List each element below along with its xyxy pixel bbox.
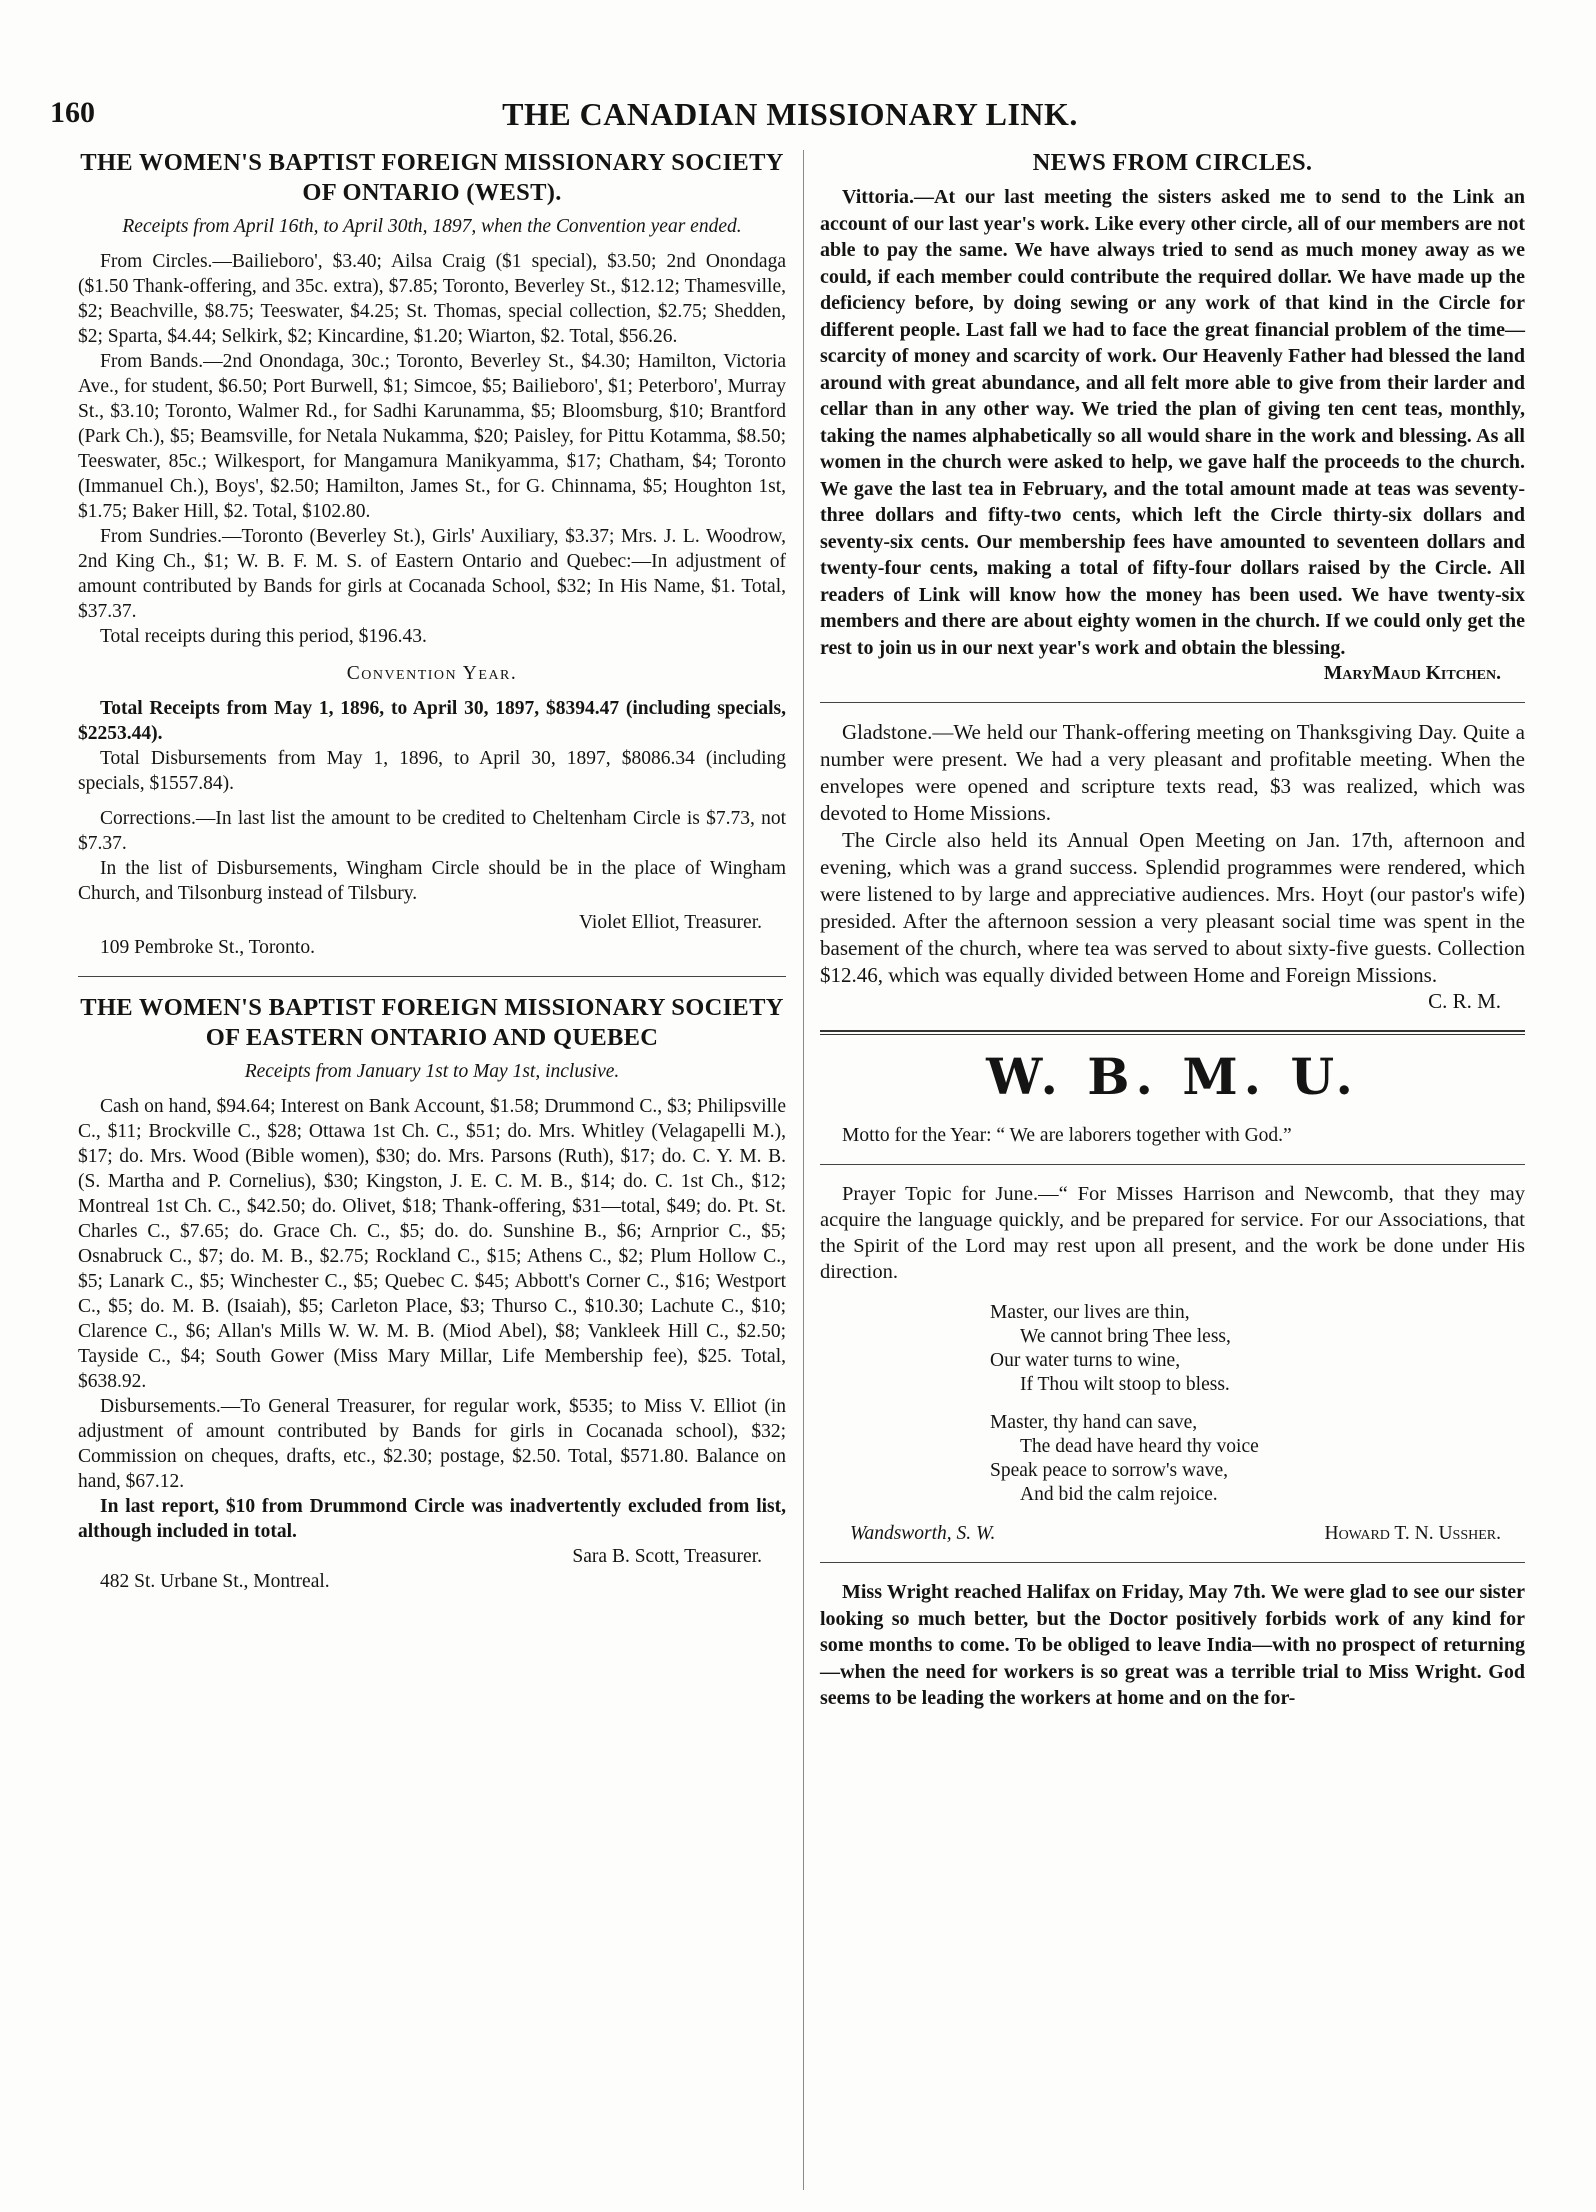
from-sundries-paragraph: From Sundries.—Toronto (Beverley St.), Girls' Auxiliary, $3.37; Mrs. J. L. Woodrow, 2nd King Ch., $1; W. B. F. M. S. of Eastern Ontario and Quebec:—In adjustment of amount contributed by Bands for girls at Cocanada School, $32; In His Name, $1. Total, $37.37. — [78, 526, 786, 622]
news-rule — [820, 702, 1525, 703]
poem-line: The dead have heard thy voice — [1020, 1436, 1259, 1457]
gladstone-signature: C. R. M. — [1428, 989, 1501, 1013]
ontario-west-section — [78, 148, 786, 960]
ontario-west-heading: THE WOMEN'S BAPTIST FOREIGN MISSIONARY SOCIETY OF ONTARIO (WEST). — [80, 149, 784, 206]
west-treasurer-signature: Violet Elliot, Treasurer. — [579, 912, 762, 933]
double-rule — [820, 1030, 1525, 1035]
poem-line: Master, our lives are thin, — [990, 1302, 1190, 1323]
section-rule — [78, 976, 786, 977]
poem-place: Wandsworth, S. W. — [850, 1523, 996, 1544]
running-head — [50, 96, 1530, 142]
eastern-ontario-section — [78, 993, 786, 1594]
gladstone-open-meeting: The Circle also held its Annual Open Meeting on Jan. 17th, afternoon and evening, which was a grand success. Splendid programmes were rendered, which were listened to by large and appreciative audiences. Mrs. Hoyt (our pastor's wife) presided. After the afternoon session a very pleasant social time was spent in the basement of the church, where tea was served to about sixty-five guests. Collection $12.46, which was equally divided between Home and Foreign Missions. — [820, 828, 1525, 987]
poem-line: If Thou wilt stoop to bless. — [1020, 1374, 1230, 1395]
poem-line: Our water turns to wine, — [990, 1350, 1181, 1371]
page-number: 160 — [50, 96, 95, 129]
poem-stanza — [990, 1301, 1525, 1397]
poem — [990, 1301, 1525, 1507]
eastern-ontario-heading: THE WOMEN'S BAPTIST FOREIGN MISSIONARY SOCIETY OF EASTERN ONTARIO AND QUEBEC — [80, 994, 784, 1051]
news-from-circles-heading: NEWS FROM CIRCLES. — [1032, 149, 1313, 176]
west-treasurer-address: 109 Pembroke St., Toronto. — [100, 937, 315, 958]
miss-wright-paragraph: Miss Wright reached Halifax on Friday, May 7th. We were glad to see our sister looking so much better, but the Doctor positively forbids work of any kind for some months to come. To be obliged to leave India—with no prospect of returning—when the need for workers is so great was a terrible trial to Miss Wright. God seems to be leading the workers at home and on the for- — [820, 1581, 1525, 1709]
poem-rule — [820, 1562, 1525, 1563]
poem-line: We cannot bring Thee less, — [1020, 1326, 1231, 1347]
poem-attribution — [820, 1521, 1525, 1546]
poem-line: Speak peace to sorrow's wave, — [990, 1460, 1228, 1481]
east-treasurer-signature: Sara B. Scott, Treasurer. — [572, 1546, 762, 1567]
wbmu-heading: W. B. M. U. — [986, 1047, 1359, 1106]
right-column — [820, 148, 1525, 1712]
total-disbursements-year: Total Disbursements from May 1, 1896, to April 30, 1897, $8086.34 (including specials, $1557.84). — [78, 748, 786, 794]
east-receipts-paragraph: Cash on hand, $94.64; Interest on Bank Account, $1.58; Drummond C., $3; Philipsville C., $11; Brockville C., $28; Ottawa 1st Ch. C., $51; do. Mrs. Whitley (Velagapelli M.), $17; do. Mrs. Wood (Bible women), $30; do. Mrs. Parsons (Ruth), $17; do. C. Y. M. B. (S. Martha and P. Cornelius), $30; Kingston, J. E. C. M. B., $14; do. C. 1st Ch., $12; Montreal 1st Ch. C., $42.50; do. Olivet, $18; Thank-offering, $31—total, $49; do. Pt. St. Charles C., $7.65; do. Grace Ch. C., $5; do. do. Sunshine B., $6; Arnprior C., $5; Osnabruck C., $7; do. M. B., $2.75; Rockland C., $15; Athens C., $2; Plum Hollow C., $5; Lanark C., $5; Winchester C., $5; Quebec C. $45; Abbott's Corner C., $16; Westport C., $5; do. M. B. (Isaiah), $5; Carleton Place, $3; Thurso C., $10.30; Lachute C., $10; Clarence C., $6; Allan's Mills W. W. M. B. (Miod Abel), $8; Vankleek Hill C., $2.50; Tayside C., $4; South Gower (Miss Mary Millar, Life Membership fee), $25. Total, $638.92. — [78, 1096, 786, 1392]
disbursements-note: In the list of Disbursements, Wingham Circle should be in the place of Wingham Church, and Tilsonburg instead of Tilsbury. — [78, 858, 786, 904]
poem-author: Howard T. N. Ussher. — [1324, 1523, 1501, 1544]
ontario-west-subtitle: Receipts from April 16th, to April 30th, 1897, when the Convention year ended. — [122, 216, 742, 237]
journal-title: THE CANADIAN MISSIONARY LINK. — [502, 96, 1078, 132]
motto-rule — [820, 1164, 1525, 1165]
column-divider — [803, 150, 804, 2190]
east-disbursements-paragraph: Disbursements.—To General Treasurer, for regular work, $535; to Miss V. Elliot (in adjustment of amount contributed by Bands for girls in Cocanada school), $32; Commission on cheques, drafts, etc., $2.30; postage, $2.50. Total, $571.80. Balance on hand, $67.12. — [78, 1396, 786, 1492]
prayer-topic: Prayer Topic for June.—“ For Misses Harrison and Newcomb, that they may acquire the language quickly, and be prepared for service. For our Associations, that the Spirit of the Lord may rest upon all present, and the work be done under His direction. — [820, 1183, 1525, 1283]
total-receipts-period: Total receipts during this period, $196.43. — [100, 626, 427, 647]
from-circles-paragraph: From Circles.—Bailieboro', $3.40; Ailsa Craig ($1 special), $3.50; 2nd Onondaga ($1.50 Thank-offering, and 35c. extra), $7.85; Toronto, Beverley St., $12.12; Thamesville, $2; Beachville, $8.75; Teeswater, $4.25; St. Thomas, special collection, $2.75; Shedden, $2; Sparta, $4.44; Selkirk, $2; Kincardine, $1.20; Wiarton, $2. Total, $56.26. — [78, 251, 786, 347]
poem-line: And bid the calm rejoice. — [1020, 1484, 1218, 1505]
eastern-ontario-subtitle: Receipts from January 1st to May 1st, inclusive. — [244, 1061, 620, 1082]
motto-of-year: Motto for the Year: “ We are laborers together with God.” — [842, 1125, 1292, 1146]
east-treasurer-address: 482 St. Urbane St., Montreal. — [100, 1571, 330, 1592]
east-last-report-paragraph: In last report, $10 from Drummond Circle was inadvertently excluded from list, although included in total. — [78, 1496, 786, 1542]
poem-line: Master, thy hand can save, — [990, 1412, 1198, 1433]
gladstone-report: Gladstone.—We held our Thank-offering meeting on Thanksgiving Day. Quite a number were present. We had a very pleasant and profitable meeting. When the envelopes were opened and scripture texts read, $3 was realized, which was devoted to Home Missions. — [820, 720, 1525, 825]
total-receipts-year: Total Receipts from May 1, 1896, to April 30, 1897, $8394.47 (including specials, $2253.44). — [78, 698, 786, 744]
corrections-paragraph: Corrections.—In last list the amount to be credited to Cheltenham Circle is $7.73, not $7.37. — [78, 808, 786, 854]
from-bands-paragraph: From Bands.—2nd Onondaga, 30c.; Toronto, Beverley St., $4.30; Hamilton, Victoria Ave., for student, $6.50; Port Burwell, $1; Simcoe, $5; Bailieboro', $1; Peterboro', Murray St., $3.10; Toronto, Walmer Rd., for Sadhi Karunamma, $5; Bloomsburg, $10; Brantford (Park Ch.), $5; Beamsville, for Netala Nukamma, $20; Paisley, for Pittu Kotamma, $8.50; Teeswater, 85c.; Wilkesport, for Mangamura Manikyamma, $17; Chatham, $4; Toronto (Immanuel Ch.), Boys', $2.50; Hamilton, James St., for G. Chinnama, $5; Houghton 1st, $1.75; Baker Hill, $2. Total, $102.80. — [78, 351, 786, 522]
poem-stanza — [990, 1411, 1525, 1507]
left-column — [78, 148, 786, 1594]
vittoria-report: Vittoria.—At our last meeting the sisters asked me to send to the Link an account of our last year's work. Like every other circle, all of our members are not able to pay the same. We have always tried to send as much money away as we could, if each member could contribute the required dollar. We have made up the deficiency before, by doing sewing or any work of that kind in the Circle for different people. Last fall we had to face the great financial problem of the time—scarcity of money and scarcity of work. Our Heavenly Father had blessed the land around with great abundance, and all felt more able to give from their larder and cellar than in any other way. We tried the plan of giving ten cent teas, monthly, taking the names alphabetically so all would share in the work and blessing. As all women in the church were asked to help, we gave half the proceeds to the church. We gave the last tea in February, and the total amount made at teas was seventy-three dollars and fifty-two cents, which left the Circle thirty-six dollars and seventy-six cents. Our membership fees have amounted to seventeen dollars and twenty-four cents, making a total of fifty-four dollars raised by the Circle. All readers of Link will know how the money has been used. We have twenty-six members and there are about eighty women in the church. If we could only get the rest to join us in our next year's work and obtain the blessing. — [820, 186, 1525, 659]
convention-year-heading: Convention Year. — [346, 663, 518, 684]
vittoria-signature: MaryMaud Kitchen. — [1323, 663, 1501, 684]
